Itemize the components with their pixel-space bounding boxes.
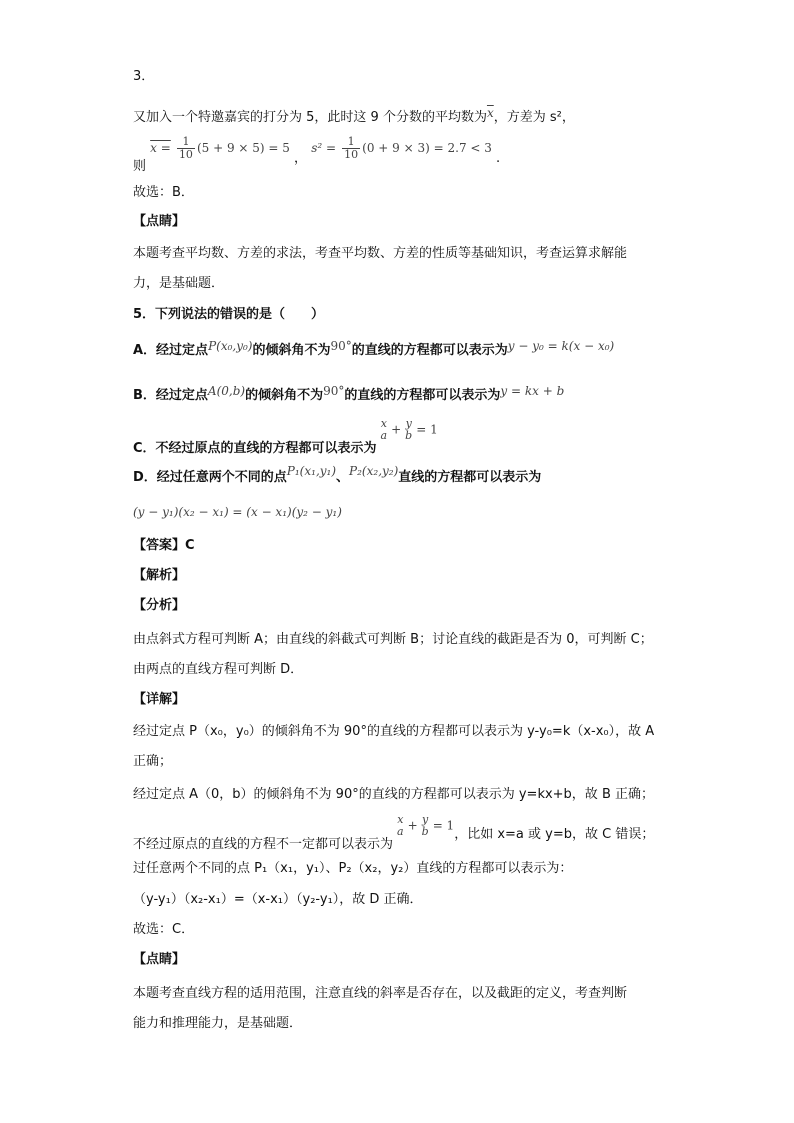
- option-b-angle: 90°: [323, 384, 345, 398]
- answer-comment-1: [133, 985, 627, 1003]
- detail-5-text: （y-y₁）（x₂-x₁）=（x-x₁）（y₂-y₁），故 D 正确．: [133, 892, 423, 907]
- prev-comment-2: [133, 275, 224, 293]
- detail-2-text: 经过定点 A（0，b）的倾斜角不为 90°的直线的方程都可以表示为 y=kx+b，故 B 正确；: [133, 787, 654, 802]
- detail-3-fraction-x-over-a: [395, 814, 406, 838]
- prev-dianjing-text: 【点睛】: [133, 214, 186, 229]
- option-d-point-2: P₂(x₂,y₂): [349, 464, 399, 478]
- prev-line-1-text: 又加入一个特邀嘉宾的打分为 5，此时这 9 个分数的平均数为: [133, 110, 487, 125]
- analysis-line-1: [133, 631, 653, 649]
- detail-1-line-1-text: 经过定点 P（x₀，y₀）的倾斜角不为 90°的直线的方程都可以表示为 y-y₀=k（x-x₀），故 A: [133, 724, 655, 739]
- option-a: [133, 341, 614, 360]
- detail-1-line-1: [133, 723, 654, 741]
- prev-comment-1-text: 本题考查平均数、方差的求法，考查平均数、方差的性质等基础知识，考查运算求解能: [133, 246, 628, 261]
- option-c-prefix: C．不经过原点的直线的方程都可以表示为: [133, 440, 377, 456]
- option-b-mid: 的倾斜角不为: [245, 388, 324, 403]
- option-d-equation-line: [133, 503, 342, 522]
- answer-line: [133, 537, 195, 555]
- option-d-separator: 、: [336, 470, 350, 485]
- option-b-post: 的直线的方程都可以表示为: [344, 388, 501, 403]
- variance-formula-rhs: (0 + 9 × 3) = 2.7 < 3: [362, 141, 492, 155]
- analysis-line-1-text: 由点斜式方程可判断 A；由直线的斜截式可判断 B；讨论直线的截距是否为 0，可判断 C；: [133, 632, 653, 647]
- variance-fraction-numerator: 1: [342, 136, 360, 149]
- option-c-plus: +: [391, 422, 402, 437]
- detail-3-x: x: [397, 813, 404, 826]
- x-bar-symbol: $\overline{x}$: [486, 106, 494, 120]
- answer-dianjing-heading: [133, 951, 185, 969]
- detail-3-a: a: [397, 825, 404, 838]
- detail-3-y: y: [422, 813, 429, 826]
- detail-2: [133, 786, 654, 804]
- detail-4-text: 过任意两个不同的点 P₁（x₁，y₁）、P₂（x₂，y₂）直线的方程都可以表示为：: [133, 861, 573, 876]
- detail-3-equals-one: = 1: [432, 818, 455, 833]
- variance-formula-fraction: [342, 136, 360, 161]
- prev-line-1: [133, 108, 575, 127]
- prev-choose: [133, 184, 194, 202]
- answer-choose-text: 故选：C．: [133, 922, 195, 937]
- prev-choose-text: 故选：B．: [133, 185, 194, 200]
- option-a-equation: y − y₀ = k(x − x₀): [507, 339, 615, 353]
- prev-comment-1: [133, 245, 627, 263]
- option-c: [133, 417, 438, 456]
- xiangjie-heading: [133, 691, 185, 709]
- answer-comment-2: [133, 1015, 302, 1033]
- prev-line-1-tail: ，方差为 s²，: [493, 110, 575, 125]
- option-b: [133, 386, 564, 405]
- option-c-b: b: [405, 429, 413, 442]
- detail-3-fraction-y-over-b: [420, 814, 431, 838]
- mean-formula-rhs: (5 + 9 × 5) = 5: [196, 141, 290, 155]
- answer-choose: [133, 921, 194, 939]
- mean-formula-fraction: [177, 136, 195, 161]
- analysis-line-2-text: 由两点的直线方程可判断 D．: [133, 662, 304, 677]
- detail-3-prefix: 不经过原点的直线的方程不一定都可以表示为: [133, 836, 394, 852]
- detail-3-b: b: [421, 825, 429, 838]
- prev-formula-line: [133, 136, 500, 172]
- detail-3-suffix: ，比如 x=a 或 y=b，故 C 错误；: [454, 826, 655, 842]
- formula-comma: ，: [294, 151, 308, 166]
- then-word: 则: [133, 159, 147, 174]
- option-c-x: x: [380, 417, 387, 430]
- variance-fraction-denominator: 10: [344, 148, 359, 161]
- mean-formula-lhs: x =: [150, 141, 171, 155]
- option-c-y: y: [405, 417, 412, 430]
- prev-comment-2-text: 力，是基础题．: [133, 276, 225, 291]
- option-b-equation: y = kx + b: [500, 384, 565, 398]
- option-d-post: 直线的方程都可以表示为: [398, 470, 542, 485]
- option-d: [133, 464, 542, 487]
- answer-comment-2-text: 能力和推理能力，是基础题．: [133, 1016, 303, 1031]
- question-5-stem: [133, 306, 324, 324]
- option-a-point: P(x₀,y₀): [208, 339, 253, 353]
- xiangjie-text: 【详解】: [133, 692, 186, 707]
- option-a-mid: 的倾斜角不为: [252, 343, 331, 358]
- option-d-prefix: D．经过任意两个不同的点: [133, 470, 287, 485]
- mean-fraction-denominator: 10: [178, 148, 193, 161]
- question-5-stem-text: 5．下列说法的错误的是（ ）: [133, 307, 325, 322]
- analysis-line-2: [133, 661, 303, 679]
- option-a-post: 的直线的方程都可以表示为: [351, 343, 508, 358]
- problem-number-text: 3．: [133, 69, 155, 84]
- detail-1-line-2-text: 正确；: [133, 754, 173, 769]
- answer-dianjing-text: 【点睛】: [133, 952, 186, 967]
- option-a-prefix: A．经过定点: [133, 343, 209, 358]
- option-d-point-1: P₁(x₁,y₁): [286, 464, 337, 478]
- option-c-fraction-x-over-a: [379, 418, 390, 442]
- detail-4: [133, 860, 572, 878]
- jiexi-heading: [133, 567, 185, 585]
- prev-dianjing-heading: [133, 213, 185, 231]
- mean-fraction-numerator: 1: [177, 136, 195, 149]
- variance-formula-lhs: s² =: [311, 141, 337, 155]
- problem-number: [133, 68, 154, 86]
- option-c-a: a: [380, 429, 388, 442]
- detail-3: [133, 813, 655, 852]
- fenxi-text: 【分析】: [133, 598, 186, 613]
- detail-5: [133, 891, 423, 909]
- option-b-point: A(0,b): [207, 384, 246, 398]
- answer-comment-1-text: 本题考查直线方程的适用范围，注意直线的斜率是否存在，以及截距的定义，考查判断: [133, 986, 628, 1001]
- option-b-prefix: B．经过定点: [133, 388, 208, 403]
- formula-period: .: [496, 151, 501, 166]
- answer-text: 【答案】C: [133, 538, 195, 553]
- fenxi-heading: [133, 597, 185, 615]
- jiexi-text: 【解析】: [133, 568, 186, 583]
- option-d-equation: (y − y₁)(x₂ − x₁) = (x − x₁)(y₂ − y₁): [133, 505, 342, 519]
- option-c-fraction-y-over-b: [403, 418, 414, 442]
- detail-3-plus: +: [407, 818, 418, 833]
- option-a-angle: 90°: [330, 339, 352, 353]
- option-c-equals-one: = 1: [416, 422, 438, 437]
- detail-1-line-2: [133, 753, 172, 771]
